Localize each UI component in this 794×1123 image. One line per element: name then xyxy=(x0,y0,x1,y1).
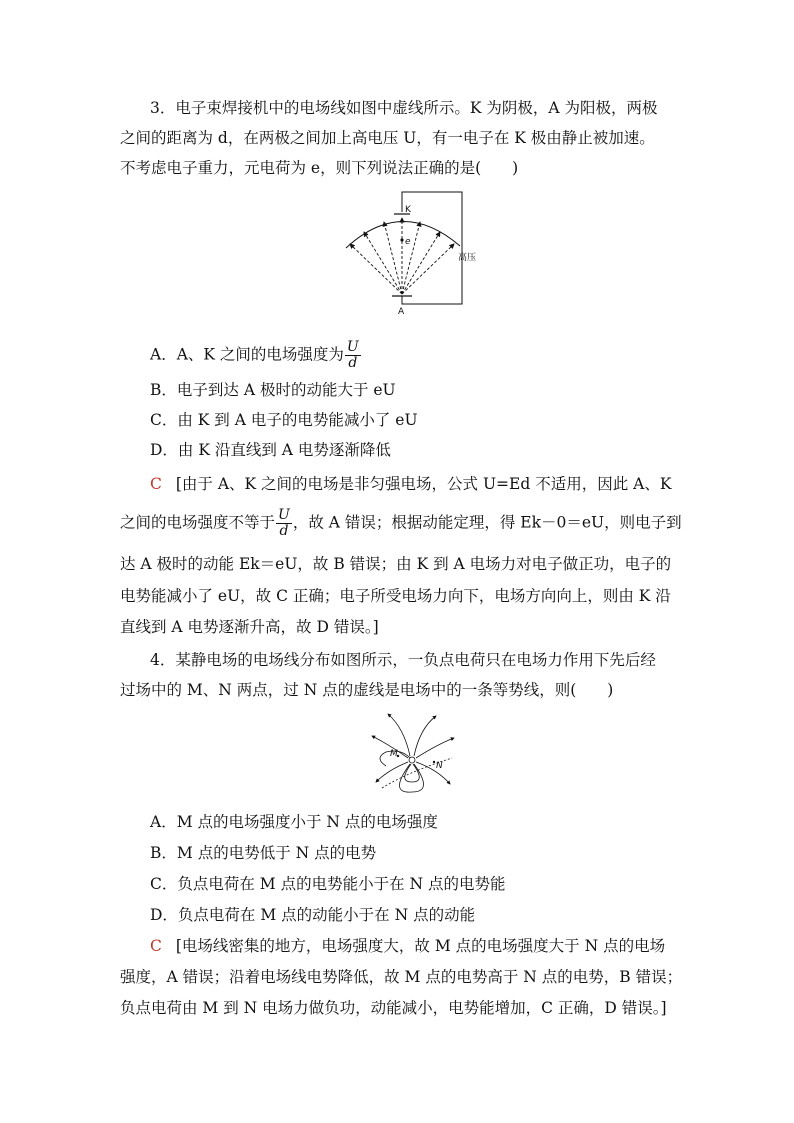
q3-option-b: B．电子到达 A 极时的动能大于 eU xyxy=(150,381,396,399)
q3-option-d: D．由 K 沿直线到 A 电势逐渐降低 xyxy=(150,441,391,459)
q4-explanation-text-1: [电场线密集的地方，电场强度大，故 M 点的电场强度大于 N 点的电场 xyxy=(175,937,666,955)
q4-stem-line-1: 4．某静电场的电场线分布如图所示，一负点电荷只在电场力作用下先后经 xyxy=(150,651,656,669)
q3-explanation-text-2b: ，故 A 错误；根据动能定理，得 Ek－0＝eU，则电子到 xyxy=(292,513,682,532)
q4-explanation-line-2: 强度，A 错误；沿着电场线电势降低，故 M 点的电势高于 N 点的电势，B 错误； xyxy=(120,968,683,986)
q3-option-a xyxy=(150,340,680,371)
fraction-numerator: U xyxy=(346,339,359,355)
q3-label-k: K xyxy=(405,205,411,215)
q4-option-d: D．负点电荷在 M 点的动能小于在 N 点的动能 xyxy=(150,906,476,924)
q4-option-c: C．负点电荷在 M 点的电势能小于在 N 点的电势能 xyxy=(150,875,506,893)
q4-figure xyxy=(368,708,458,800)
q3-explanation-text-1: [由于 A、K 之间的电场是非匀强电场，公式 U=Ed 不适用，因此 A、K xyxy=(175,475,672,493)
q3-explanation-fraction xyxy=(276,508,292,539)
q3-explanation-line-1 xyxy=(150,474,680,494)
fraction-denominator: d xyxy=(279,523,289,539)
q3-stem-line-1: 3．电子束焊接机中的电场线如图中虚线所示。K 为阴极，A 为阳极，两极 xyxy=(150,99,658,117)
q4-answer: C xyxy=(150,937,162,955)
q4-label-m: M xyxy=(390,749,398,759)
q3-explanation-text-2a: 之间的电场强度不等于 xyxy=(120,513,276,532)
q4-option-a: A．M 点的电场强度小于 N 点的电场强度 xyxy=(150,813,438,831)
q4-label-n: N xyxy=(436,761,443,771)
fraction-denominator: d xyxy=(348,355,358,371)
q3-label-high-voltage: 高压 xyxy=(458,253,477,263)
q4-explanation-line-3: 负点电荷由 M 到 N 电场力做负功，动能减小，电势能增加，C 正确，D 错误。] xyxy=(120,999,667,1017)
q3-label-e: e xyxy=(405,237,411,247)
q3-stem-line-3: 不考虑电子重力，元电荷为 e，则下列说法正确的是( ) xyxy=(120,159,519,177)
fraction-numerator: U xyxy=(278,507,290,523)
q3-option-a-text: A．A、K 之间的电场强度为 xyxy=(150,345,344,364)
q3-stem-line-2: 之间的距离为 d，在两极之间加上高电压 U，有一电子在 K 极由静止被加速。 xyxy=(120,129,655,147)
q3-figure xyxy=(340,188,490,318)
q3-option-c: C．由 K 到 A 电子的电势能减小了 eU xyxy=(150,411,418,429)
q3-answer: C xyxy=(150,475,162,493)
q3-explanation-line-4: 电势能减小了 eU，故 C 正确；电子所受电场力向下，电场方向向上，则由 K 沿 xyxy=(120,587,671,605)
q4-explanation-line-1 xyxy=(150,936,680,956)
q4-option-b: B．M 点的电势低于 N 点的电势 xyxy=(150,844,377,862)
q3-option-a-fraction xyxy=(345,340,361,371)
q3-explanation-line-3: 达 A 极时的动能 Ek＝eU，故 B 错误；由 K 到 A 电场力对电子做正功，电子的 xyxy=(120,555,672,573)
q3-explanation-line-2 xyxy=(120,508,680,539)
q4-stem-line-2: 过场中的 M、N 两点，过 N 点的虚线是电场中的一条等势线，则( ) xyxy=(120,681,614,699)
q3-label-a: A xyxy=(398,307,405,317)
q3-explanation-line-5: 直线到 A 电势逐渐升高，故 D 错误。] xyxy=(120,618,379,636)
